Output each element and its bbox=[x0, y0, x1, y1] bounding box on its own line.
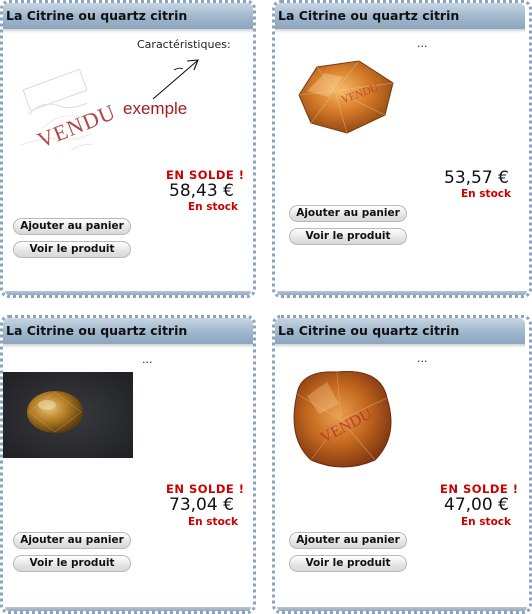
product-card bbox=[272, 315, 532, 614]
add-to-cart-button[interactable]: Ajouter au panier bbox=[13, 532, 131, 549]
product-title[interactable]: La Citrine ou quartz citrin bbox=[275, 3, 525, 29]
sale-badge: EN SOLDE ! bbox=[440, 482, 519, 496]
product-image[interactable] bbox=[289, 57, 407, 139]
sold-watermark: VENDU bbox=[33, 98, 120, 153]
add-to-cart-button[interactable]: Ajouter au panier bbox=[289, 205, 407, 222]
sold-placeholder-image bbox=[11, 55, 211, 167]
stock-status: En stock bbox=[188, 516, 238, 528]
sale-badge: EN SOLDE ! bbox=[166, 482, 245, 496]
product-title[interactable]: La Citrine ou quartz citrin bbox=[275, 318, 525, 344]
product-image[interactable] bbox=[3, 372, 133, 458]
sold-watermark: VENDU bbox=[339, 81, 381, 107]
view-product-button[interactable]: Voir le produit bbox=[13, 241, 131, 258]
product-image[interactable] bbox=[283, 364, 401, 476]
example-label: exemple bbox=[123, 99, 188, 118]
product-price: 53,57 € bbox=[444, 168, 509, 188]
citrine-gem-image bbox=[283, 364, 401, 476]
sale-badge: EN SOLDE ! bbox=[166, 168, 245, 182]
product-card bbox=[272, 0, 532, 298]
product-price: 58,43 € bbox=[169, 181, 234, 201]
add-to-cart-button[interactable]: Ajouter au panier bbox=[13, 218, 131, 235]
product-description: ... bbox=[417, 352, 428, 365]
product-price: 73,04 € bbox=[169, 495, 234, 515]
product-description: ... bbox=[417, 37, 428, 50]
view-product-button[interactable]: Voir le produit bbox=[289, 228, 407, 245]
citrine-gem-image bbox=[289, 57, 407, 139]
stock-status: En stock bbox=[188, 201, 238, 213]
stock-status: En stock bbox=[461, 188, 511, 200]
product-image[interactable] bbox=[11, 55, 211, 167]
product-description: Caractéristiques: bbox=[137, 38, 231, 51]
product-card bbox=[0, 0, 256, 298]
product-title[interactable]: La Citrine ou quartz citrin bbox=[3, 318, 253, 344]
view-product-button[interactable]: Voir le produit bbox=[13, 555, 131, 572]
citrine-gem-photo bbox=[3, 372, 133, 458]
product-card bbox=[0, 315, 256, 614]
view-product-button[interactable]: Voir le produit bbox=[289, 555, 407, 572]
product-title[interactable]: La Citrine ou quartz citrin bbox=[3, 3, 253, 29]
sold-watermark: VENDU bbox=[317, 405, 376, 447]
product-price: 47,00 € bbox=[444, 495, 509, 515]
add-to-cart-button[interactable]: Ajouter au panier bbox=[289, 532, 407, 549]
stock-status: En stock bbox=[461, 516, 511, 528]
product-description: ... bbox=[142, 353, 153, 366]
